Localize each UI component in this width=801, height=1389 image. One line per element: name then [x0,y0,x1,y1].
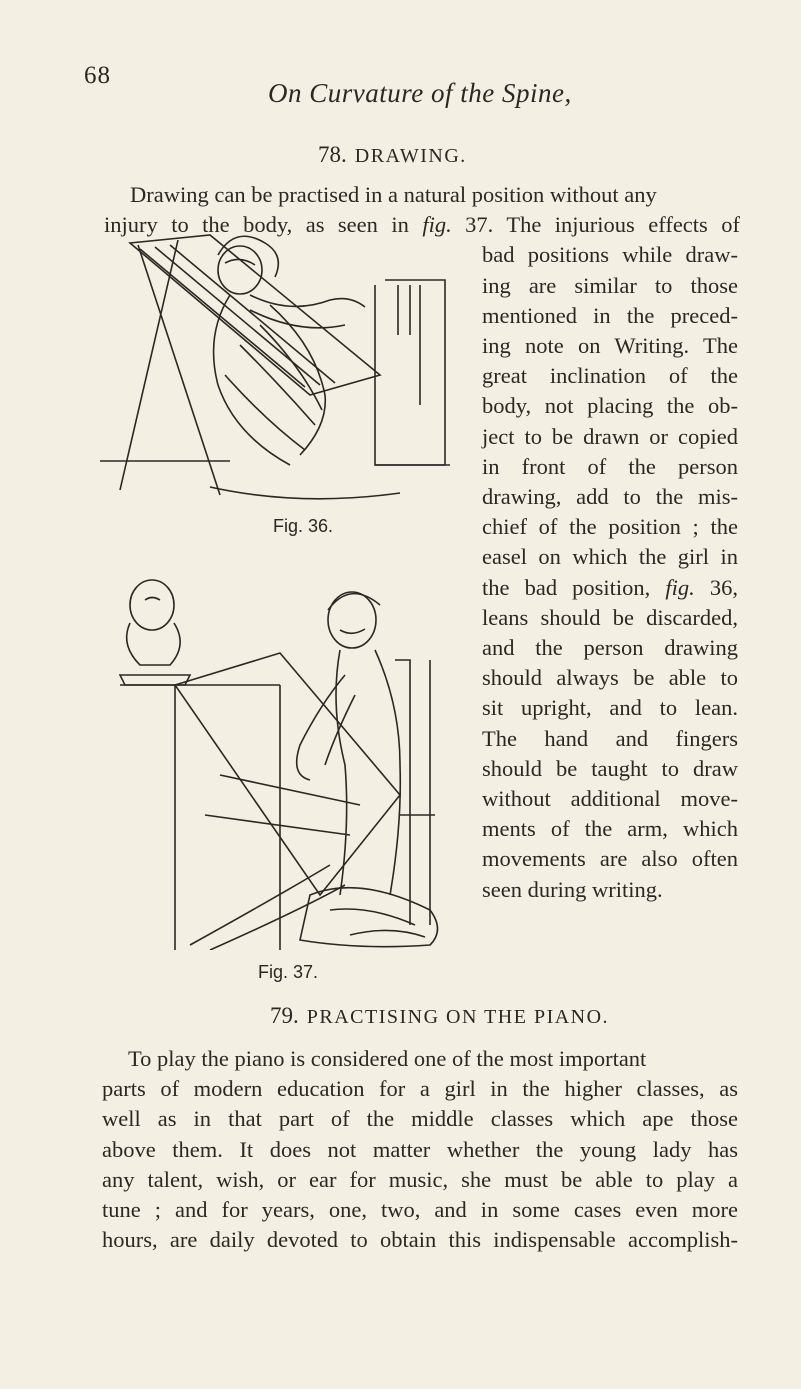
easel-leg [190,865,330,945]
section-title: DRAWING. [354,145,467,167]
skirt-fold [330,909,415,925]
head-shape [218,246,262,294]
paragraph-line: parts of modern education for a girl in the higher classes, as [102,1076,738,1101]
skirt-fold [350,930,425,937]
face-line [340,629,365,633]
side-text-line: sit upright, and to lean. [482,695,738,720]
figure-reference: fig. [422,212,452,237]
paragraph-line: well as in that part of the middle classes which ape those [102,1106,738,1131]
text-run: 37. The injurious effects of [451,212,740,237]
side-text-line: mentioned in the preced- [482,303,738,328]
easel-board [175,653,400,895]
section-title: PRACTISING ON THE PIANO. [306,1006,610,1028]
figure-36-illustration [100,225,460,515]
side-text-line: without additional move- [482,786,738,811]
arm-line [250,295,365,307]
side-text-line: ments of the arm, which [482,816,738,841]
side-text-line: drawing, add to the mis- [482,484,738,509]
skirt-outline [300,888,438,947]
side-text-line: The hand and fingers [482,726,738,751]
side-text-line: in front of the person [482,454,738,479]
paragraph-line: To play the piano is considered one of the most important [128,1046,647,1071]
side-text-line: movements are also often [482,846,738,871]
bust-feature [145,598,160,601]
side-text-line: great inclination of the [482,363,738,388]
section-heading-78 [318,142,467,168]
side-text-line: leans should be discarded, [482,605,738,630]
text-run: the bad position, [482,575,666,600]
hatch-line [205,815,350,835]
text-run: injury to the body, as seen in [104,212,423,237]
hatch-line [140,249,305,387]
hat-shape [218,236,278,277]
side-text-line: should be taught to draw [482,756,738,781]
side-text-line: bad positions while draw- [482,242,738,267]
side-text-line: and the person drawing [482,635,738,660]
section-heading-79 [270,1003,609,1029]
floor-shadow [210,487,400,499]
side-text-line: should always be able to [482,665,738,690]
running-head: On Curvature of the Spine, [268,78,572,108]
figure-reference: fig. [665,575,695,600]
side-text-line: chief of the position ; the [482,514,738,539]
side-text-line: body, not placing the ob- [482,393,738,418]
bust-head [130,580,174,630]
side-text-line: ject to be drawn or copied [482,424,738,449]
easel-leg [210,885,345,950]
figure-36-caption: Fig. 36. [273,516,334,536]
section-number: 79. [270,1003,299,1028]
hatch-line [220,775,360,805]
head-shape [328,592,376,648]
paragraph-line: tune ; and for years, one, two, and in some cases even more [102,1197,738,1222]
side-text-line: easel on which the girl in [482,544,738,569]
chair-frame [385,280,445,465]
body-outline [375,650,400,895]
side-text-line: seen during writing. [482,877,663,902]
paragraph-line: Drawing can be practised in a natural position without any [130,182,657,207]
paragraph-line: any talent, wish, or ear for music, she must be able to play a [102,1167,738,1192]
paragraph-line: above them. It does not matter whether the young lady has [102,1137,738,1162]
section-number: 78. [318,142,347,167]
side-text-line: ing are similar to those [482,273,738,298]
hatch-line [170,245,335,383]
arm-line [250,310,345,328]
text-run: 36, [694,575,738,600]
paragraph-line: hours, are daily devoted to obtain this indispensable accomplish- [102,1227,738,1252]
dress-fold [225,375,305,450]
hatch-line [155,247,320,385]
chair-back [375,285,450,465]
easel-board [130,235,380,395]
side-text-line [482,577,738,600]
hair-line [328,594,380,610]
figure-37-illustration [100,565,460,950]
arm-line [325,695,355,765]
page-number: 68 [84,62,111,89]
side-text-line: ing note on Writing. The [482,333,738,358]
body-outline [336,650,347,895]
figure-37-caption: Fig. 37. [258,962,319,982]
